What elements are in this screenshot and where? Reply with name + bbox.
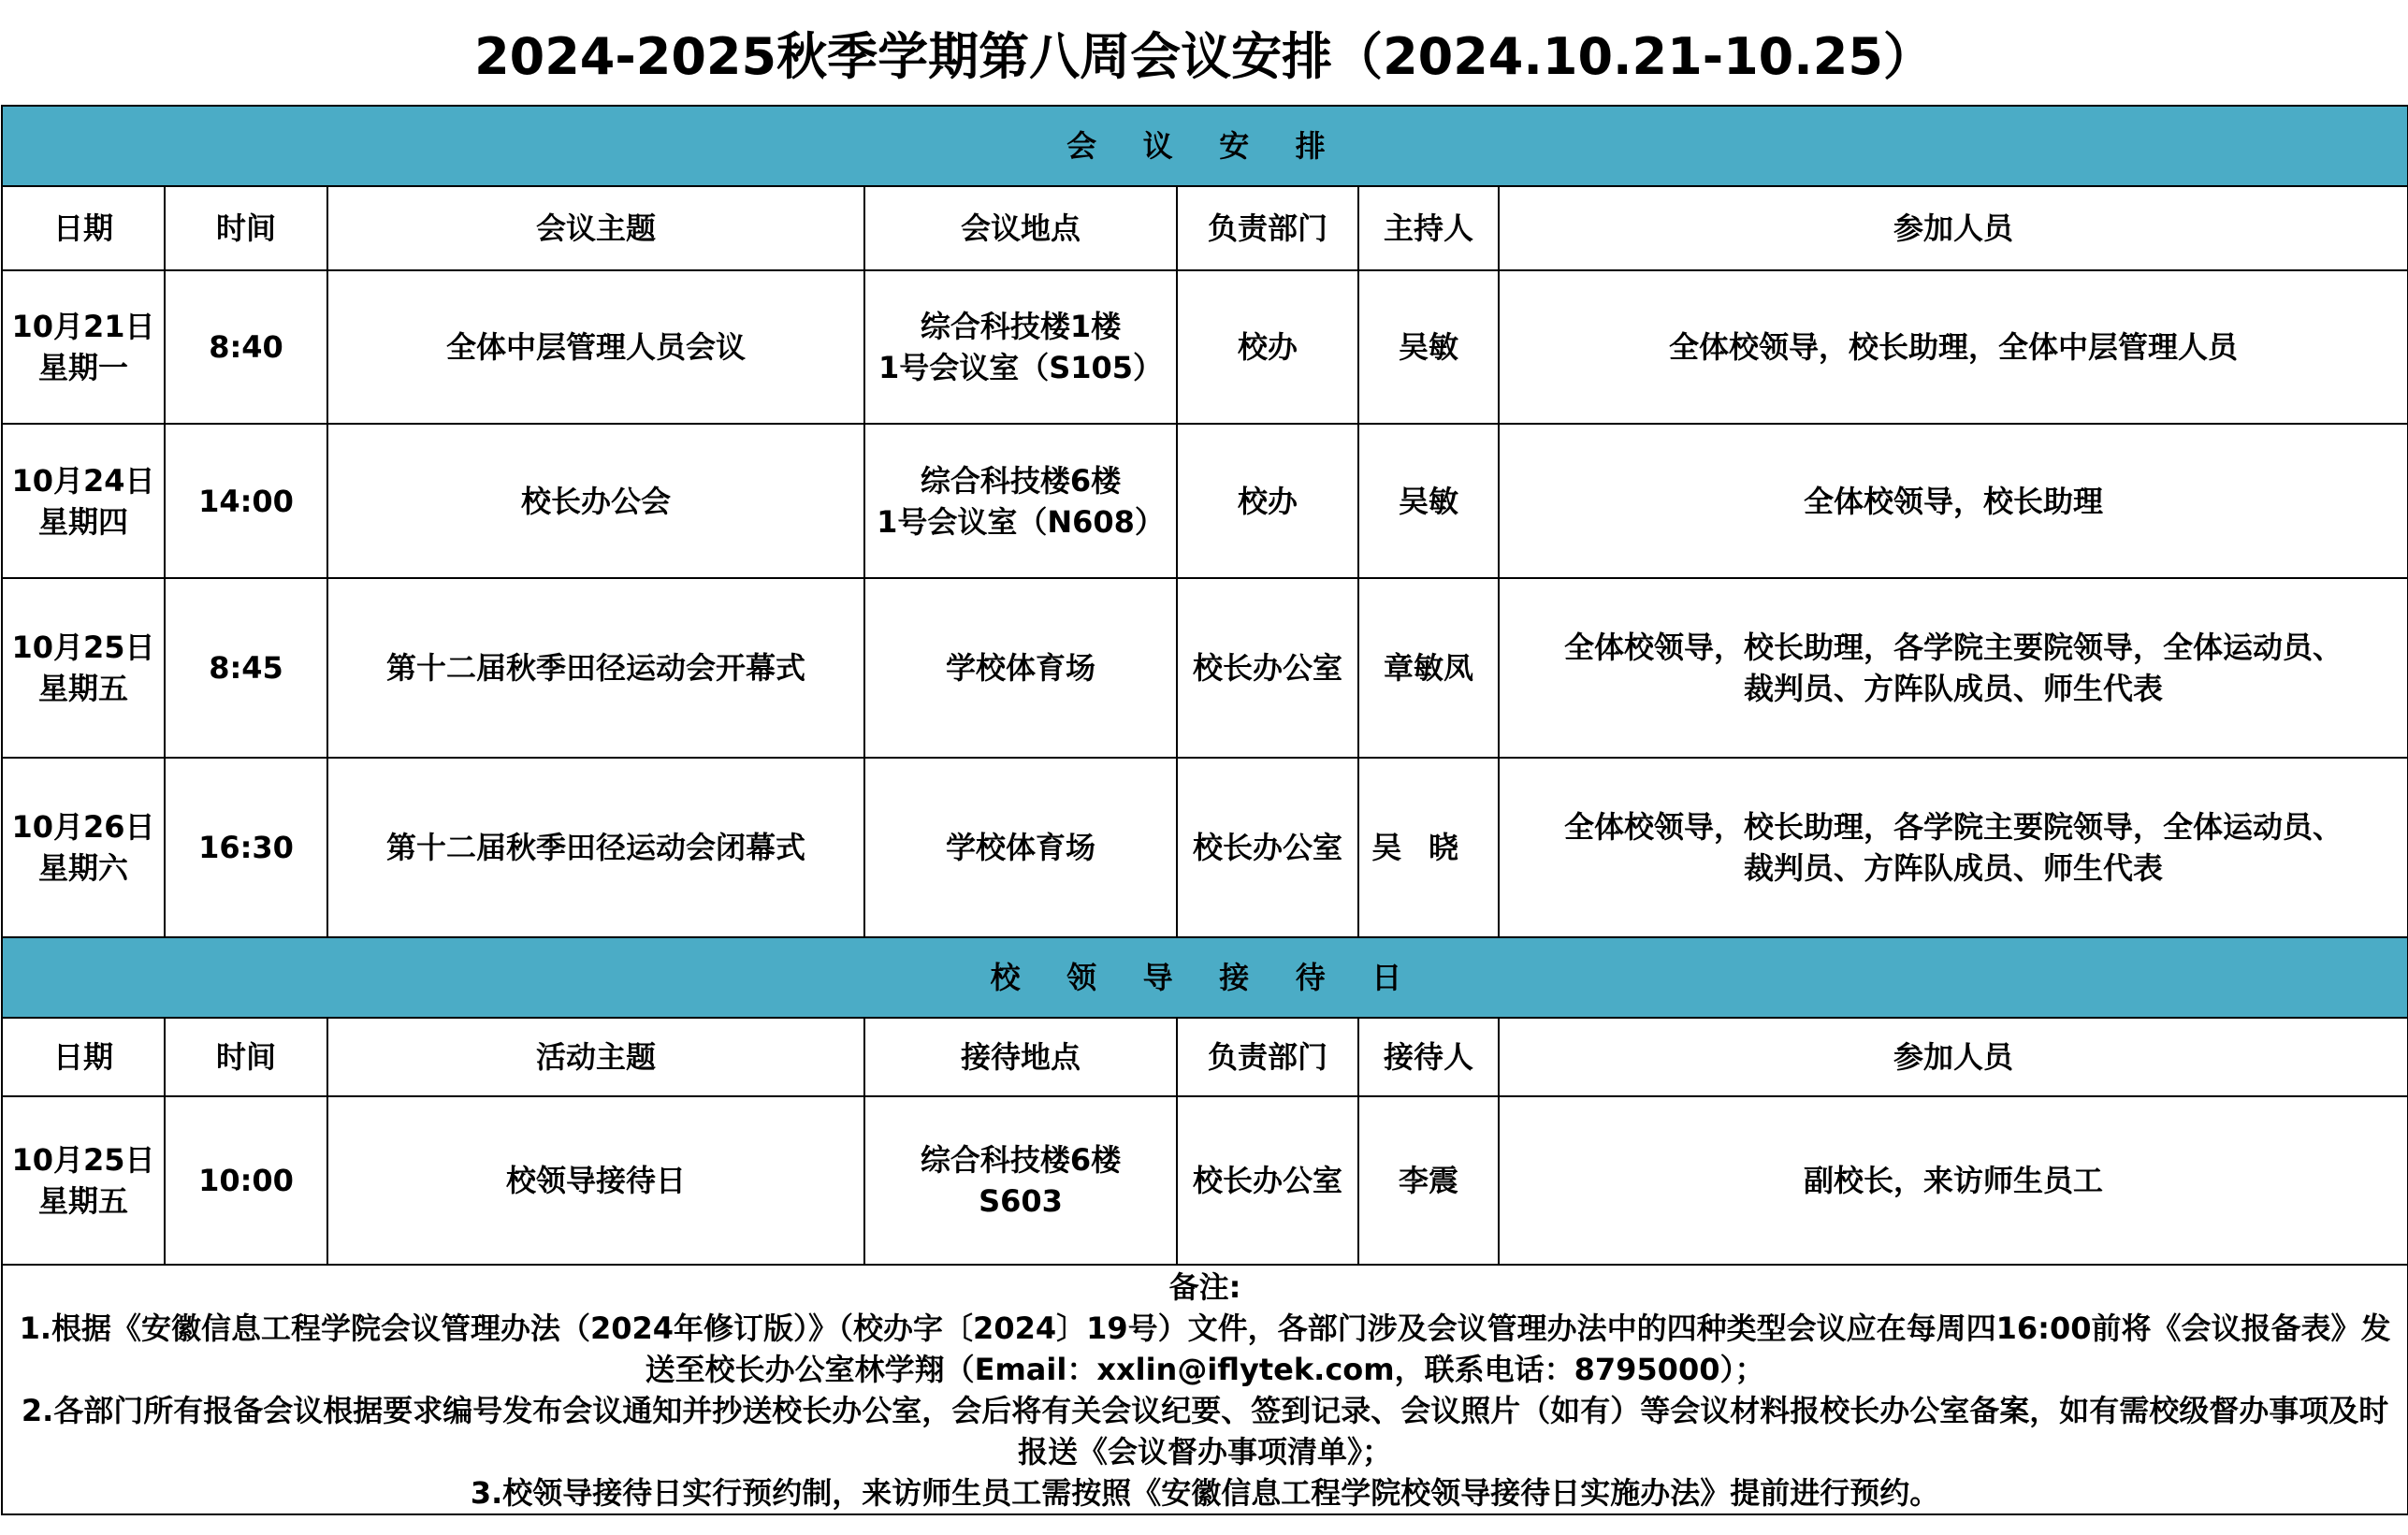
notes-label: 备注: [1168,1268,1241,1305]
cell-time: 14:00 [165,424,327,578]
reception-column-headers [2,1018,2408,1096]
cell-topic: 校长办公会 [327,424,864,578]
column-header-location: 接待地点 [864,1018,1177,1096]
reception-section-header [2,937,2408,1018]
column-header-date: 日期 [2,186,165,270]
cell-host: 章敏凤 [1358,578,1499,758]
meetings-section-title: 会 议 安 排 [2,106,2408,186]
column-header-time: 时间 [165,1018,327,1096]
column-header-host: 主持人 [1358,186,1499,270]
note-item: 1.根据《安徽信息工程学院会议管理办法（2024年修订版）》（校办字〔2024〕19号）文件，各部门涉及会议管理办法中的四种类型会议应在每周四16:00前将《会议报备表》发送至校长办公室林学翔（Email：xxlin@iflytek.com，联系电话：8795000）； [19,1310,2391,1387]
meetings-column-headers [2,186,2408,270]
note-item: 3.校领导接待日实行预约制，来访师生员工需按照《安徽信息工程学院校领导接待日实施办法》提前进行预约。 [470,1474,1940,1511]
note-item: 2.各部门所有报备会议根据要求编号发布会议通知并抄送校长办公室，会后将有关会议纪要、签到记录、会议照片（如有）等会议材料报校长办公室备案，如有需校级督办事项及时报送《会议督办事项清单》； [21,1392,2389,1470]
table-row [2,270,2408,424]
cell-attendees: 全体校领导，校长助理，各学院主要院领导，全体运动员、 裁判员、方阵队成员、师生代表 [1499,758,2408,937]
column-header-department: 负责部门 [1177,1018,1358,1096]
table-row [2,424,2408,578]
column-header-location: 会议地点 [864,186,1177,270]
column-header-host: 接待人 [1358,1018,1499,1096]
cell-host: 吴敏 [1358,424,1499,578]
column-header-topic: 会议主题 [327,186,864,270]
cell-department: 校长办公室 [1177,758,1358,937]
cell-date: 10月25日 星期五 [2,1096,165,1265]
table-row [2,578,2408,758]
cell-location: 学校体育场 [864,578,1177,758]
cell-department: 校长办公室 [1177,1096,1358,1265]
cell-attendees: 全体校领导，校长助理，全体中层管理人员 [1499,270,2408,424]
cell-location: 综合科技楼6楼 S603 [864,1096,1177,1265]
cell-date: 10月24日 星期四 [2,424,165,578]
table-row [2,1096,2408,1265]
column-header-department: 负责部门 [1177,186,1358,270]
notes-cell [2,1265,2408,1514]
cell-location: 学校体育场 [864,758,1177,937]
cell-department: 校长办公室 [1177,578,1358,758]
notes-row [2,1265,2408,1514]
reception-section-title: 校 领 导 接 待 日 [2,937,2408,1018]
cell-date: 10月21日 星期一 [2,270,165,424]
schedule-table [1,105,2408,1515]
table-row [2,758,2408,937]
cell-date: 10月25日 星期五 [2,578,165,758]
cell-attendees: 全体校领导，校长助理，各学院主要院领导，全体运动员、 裁判员、方阵队成员、师生代表 [1499,578,2408,758]
cell-host: 吴晓 [1358,758,1499,937]
cell-topic: 第十二届秋季田径运动会闭幕式 [327,758,864,937]
cell-time: 8:45 [165,578,327,758]
cell-attendees: 全体校领导，校长助理 [1499,424,2408,578]
cell-host: 吴敏 [1358,270,1499,424]
column-header-topic: 活动主题 [327,1018,864,1096]
cell-location: 综合科技楼6楼 1号会议室（N608） [864,424,1177,578]
column-header-time: 时间 [165,186,327,270]
column-header-attendees: 参加人员 [1499,186,2408,270]
cell-date: 10月26日 星期六 [2,758,165,937]
cell-department: 校办 [1177,270,1358,424]
cell-location: 综合科技楼1楼 1号会议室（S105） [864,270,1177,424]
cell-topic: 第十二届秋季田径运动会开幕式 [327,578,864,758]
cell-time: 16:30 [165,758,327,937]
cell-topic: 校领导接待日 [327,1096,864,1265]
cell-time: 10:00 [165,1096,327,1265]
cell-attendees: 副校长，来访师生员工 [1499,1096,2408,1265]
page-title: 2024-2025秋季学期第八周会议安排（2024.10.21-10.25） [474,26,1934,86]
column-header-date: 日期 [2,1018,165,1096]
meetings-section-header [2,106,2408,186]
cell-topic: 全体中层管理人员会议 [327,270,864,424]
cell-time: 8:40 [165,270,327,424]
cell-host: 李震 [1358,1096,1499,1265]
cell-department: 校办 [1177,424,1358,578]
column-header-attendees: 参加人员 [1499,1018,2408,1096]
